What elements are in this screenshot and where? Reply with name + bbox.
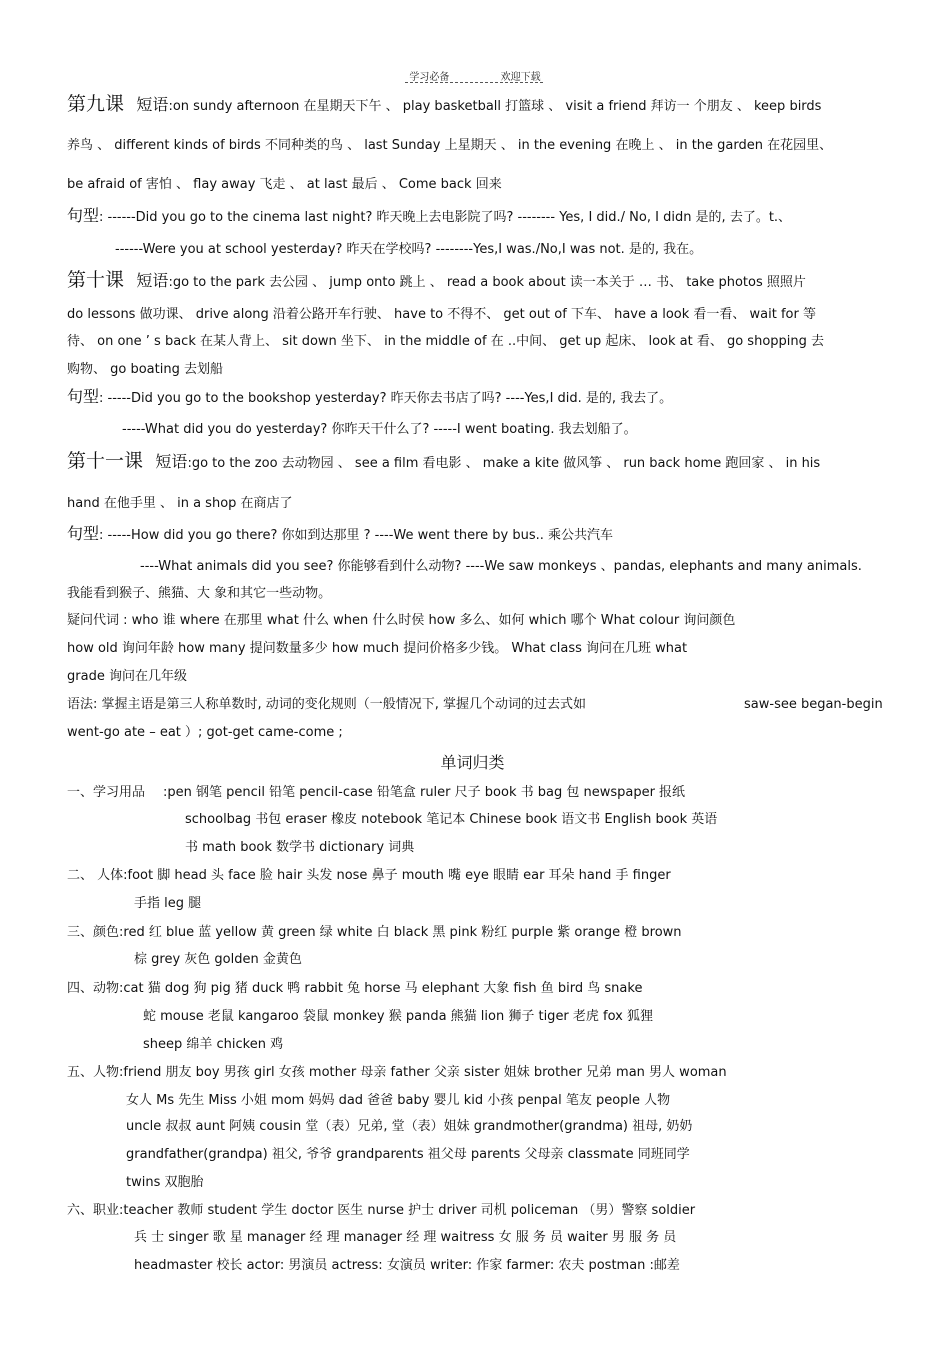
lesson9-phrases-text1: :on sundy afternoon 在星期天下午 、 play basketball 打篮球 、 visit a friend 拜访一 个朋友 、 keep birds <box>168 99 822 114</box>
vocab-cat5-line1 <box>67 1065 727 1081</box>
grammar-line1: 语法: 掌握主语是第三人称单数时, 动词的变化规则（一般情况下, 掌握几个动词的过去式如 <box>67 697 587 712</box>
vocab-cat6-line1 <box>67 1203 695 1219</box>
grammar-line2: went-go ate – eat ）; got-get came-come ; <box>67 725 343 740</box>
lesson10-phrases-line2: do lessons 做功课、 drive along 沿着公路开车行驶、 have to 不得不、 get out of 下车、 have a look 看一看、 wait for 等 <box>67 307 816 322</box>
vocab-cat4-line2: 蛇 mouse 老鼠 kangaroo 袋鼠 monkey 猴 panda 熊猫 lion 狮子 tiger 老虎 fox 狐狸 <box>143 1009 654 1024</box>
lesson10-sentence-line2: -----What did you do yesterday? 你昨天干什么了? -----I went boating. 我去划船了。 <box>122 422 637 437</box>
vocab-cat4-line3: sheep 绵羊 chicken 鸡 <box>143 1037 284 1052</box>
vocab-cat4-label: 四、动物 <box>67 981 120 996</box>
lesson9-sentence-line2: ------Were you at school yesterday? 昨天在学校吗? --------Yes,I was./No,I was not. 是的, 我在。 <box>115 242 703 257</box>
lesson9-sentence-text1: : ------Did you go to the cinema last night? 昨天晚上去电影院了吗? -------- Yes, I did./ No, I didn 是的, 去了。t.、 <box>99 210 792 225</box>
vocab-cat6-line3: headmaster 校长 actor: 男演员 actress: 女演员 writer: 作家 farmer: 农夫 postman :邮差 <box>134 1258 680 1273</box>
vocab-cat5-line3: uncle 叔叔 aunt 阿姨 cousin 堂（表）兄弟, 堂（表）姐妹 grandmother(grandma) 祖母, 奶奶 <box>126 1119 693 1134</box>
vocab-cat4-text1: :cat 猫 dog 狗 pig 猪 duck 鸭 rabbit 兔 horse 马 elephant 大象 fish 鱼 bird 鸟 snake <box>119 981 643 996</box>
lesson11-phrase-label: 短语 <box>155 452 188 471</box>
header-right: 欢迎下载 <box>500 72 541 83</box>
lesson11-sentence-label: 句型 <box>67 524 100 543</box>
lesson11-sentence-line3: 我能看到猴子、熊猫、大 象和其它一些动物。 <box>67 586 332 601</box>
vocab-cat5-label: 五、人物 <box>67 1065 120 1080</box>
lesson11-heading: 第十一课 <box>67 450 144 472</box>
vocab-cat1-line1 <box>67 785 685 801</box>
vocab-cat3-text1: :red 红 blue 蓝 yellow 黄 green 绿 white 白 black 黑 pink 粉红 purple 紫 orange 橙 brown <box>119 925 682 940</box>
vocab-cat6-text1: :teacher 教师 student 学生 doctor 医生 nurse 护士 driver 司机 policeman （男）警察 soldier <box>119 1203 696 1218</box>
vocab-cat6-label: 六、职业 <box>67 1203 120 1218</box>
lesson10-phrase-label: 短语 <box>136 271 169 290</box>
vocab-cat2-line1 <box>67 868 671 884</box>
vocab-cat3-line2: 棕 grey 灰色 golden 金黄色 <box>134 952 302 967</box>
header-left: 学习必备 <box>409 72 450 83</box>
lesson11-phrases-line2: hand 在他手里 、 in a shop 在商店了 <box>67 496 293 511</box>
vocab-cat2-text1: :foot 脚 head 头 face 脸 hair 头发 nose 鼻子 mouth 嘴 eye 眼睛 ear 耳朵 hand 手 finger <box>123 868 671 883</box>
vocab-cat5-text1: :friend 朋友 boy 男孩 girl 女孩 mother 母亲 father 父亲 sister 姐妹 brother 兄弟 man 男人 woman <box>119 1065 727 1080</box>
lesson9-phrase-label: 短语 <box>136 95 169 114</box>
vocab-cat2-label: 二、 人体 <box>67 868 124 883</box>
lesson9-sentence-label: 句型 <box>67 206 100 225</box>
lesson10-phrases-text1: :go to the park 去公园 、 jump onto 跳上 、 read a book about 读一本关于 … 书、 take photos 照照片 <box>168 275 806 290</box>
vocab-cat5-line4: grandfather(grandpa) 祖父, 爷爷 grandparents 祖父母 parents 父母亲 classmate 同班同学 <box>126 1147 690 1162</box>
lesson10-phrases-line3: 待、 on one ’ s back 在某人背上、 sit down 坐下、 in the middle of 在 ..中间、 get up 起床、 look at 看、 go shopping 去 <box>67 334 825 349</box>
wh-words-line2: how old 询问年龄 how many 提问数量多少 how much 提问价格多少钱。 What class 询问在几班 what <box>67 641 688 656</box>
lesson9-heading: 第九课 <box>67 93 125 115</box>
lesson11-phrases-line1 <box>67 450 821 472</box>
vocab-cat1-text1: :pen 钢笔 pencil 铅笔 pencil-case 铅笔盒 ruler 尺子 book 书 bag 包 newspaper 报纸 <box>163 785 686 800</box>
vocab-cat3-line1 <box>67 925 682 941</box>
header-rule <box>405 82 543 83</box>
lesson9-phrases-line1 <box>67 93 822 115</box>
vocab-cat4-line1 <box>67 981 642 997</box>
vocab-cat5-line2: 女人 Ms 先生 Miss 小姐 mom 妈妈 dad 爸爸 baby 婴儿 kid 小孩 penpal 笔友 people 人物 <box>126 1093 671 1108</box>
lesson10-sentence-label: 句型 <box>67 387 100 406</box>
vocab-cat1-line3: 书 math book 数学书 dictionary 词典 <box>185 840 415 855</box>
grammar-line1-verbs: saw-see began-begin <box>744 697 883 712</box>
vocab-cat1-line2: schoolbag 书包 eraser 橡皮 notebook 笔记本 Chinese book 语文书 English book 英语 <box>185 812 718 827</box>
lesson9-phrases-line2: 养鸟 、 different kinds of birds 不同种类的鸟 、 last Sunday 上星期天 、 in the evening 在晚上 、 in the garden 在花园里、 <box>67 138 833 153</box>
lesson10-sentence-line1 <box>67 389 672 407</box>
wh-words-line1: 疑问代词 : who 谁 where 在那里 what 什么 when 什么时侯 how 多么、如何 which 哪个 What colour 询问颜色 <box>67 613 736 628</box>
lesson11-phrases-text1: :go to the zoo 去动物园 、 see a film 看电影 、 make a kite 做风筝 、 run back home 跑回家 、 in his <box>187 456 821 471</box>
lesson11-sentence-line2: ----What animals did you see? 你能够看到什么动物? ----We saw monkeys 、pandas, elephants and many animals. <box>140 559 862 574</box>
lesson10-sentence-text1: : -----Did you go to the bookshop yesterday? 昨天你去书店了吗? ----Yes,I did. 是的, 我去了。 <box>99 391 673 406</box>
vocab-cat5-line5: twins 双胞胎 <box>126 1175 204 1190</box>
vocab-cat3-label: 三、颜色 <box>67 925 120 940</box>
lesson9-sentence-line1 <box>67 208 791 226</box>
lesson9-phrases-line3: be afraid of 害怕 、 flay away 飞走 、 at last 最后 、 Come back 回来 <box>67 177 502 192</box>
lesson10-phrases-line1 <box>67 269 806 291</box>
lesson10-heading: 第十课 <box>67 269 125 291</box>
vocab-title: 单词归类 <box>440 753 505 772</box>
lesson11-sentence-text1: : -----How did you go there? 你如到达那里 ? ----We went there by bus.. 乘公共汽车 <box>99 528 614 543</box>
page-header <box>0 68 950 83</box>
lesson11-sentence-line1 <box>67 526 613 544</box>
lesson10-phrases-line4: 购物、 go boating 去划船 <box>67 362 223 377</box>
vocab-cat1-label: 一、学习用品 <box>67 785 146 800</box>
vocab-cat6-line2: 兵 士 singer 歌 星 manager 经 理 manager 经 理 waitress 女 服 务 员 waiter 男 服 务 员 <box>134 1230 677 1245</box>
wh-words-line3: grade 询问在几年级 <box>67 669 187 684</box>
vocab-cat2-line2: 手指 leg 腿 <box>134 896 202 911</box>
